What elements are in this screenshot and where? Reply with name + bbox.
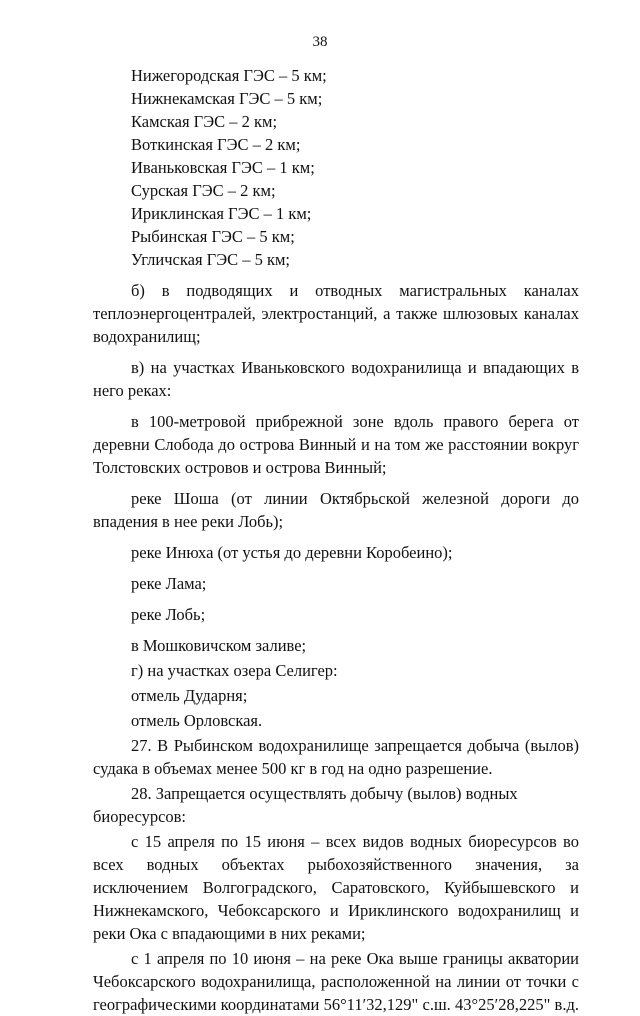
paragraph: Угличская ГЭС – 5 км; bbox=[131, 250, 291, 269]
paragraph: 28. Запрещается осуществлять добычу (вылов) водных биоресурсов: bbox=[93, 784, 518, 826]
paragraph: реке Шоша (от линии Октябрьской железной дороги до впадения в нее реки Лобь); bbox=[93, 489, 579, 531]
paragraph: Воткинская ГЭС – 2 км; bbox=[131, 135, 301, 154]
paragraph: в) на участках Иваньковского водохранилища и впадающих в него реках: bbox=[93, 358, 579, 400]
paragraph: б) в подводящих и отводных магистральных каналах теплоэнергоцентралей, электростанций, а также шлюзовых каналах водохранилищ; bbox=[93, 281, 579, 346]
paragraph: 27. В Рыбинском водохранилище запрещается добыча (вылов) судака в объемах менее 500 кг в год на одно разрешение. bbox=[93, 736, 579, 778]
paragraph: в Мошковичском заливе; bbox=[131, 636, 307, 655]
paragraph: Ириклинская ГЭС – 1 км; bbox=[131, 204, 312, 223]
paragraph: с 1 апреля по 10 июня – на реке Ока выше границы акватории Чебоксарского водохранилища, расположенной на линии от точки с географическими координатами 56°11ʹ32,129" с.ш. 43°25ʹ28,225" в.д. bbox=[93, 949, 579, 1014]
paragraph: Сурская ГЭС – 2 км; bbox=[131, 181, 276, 200]
paragraph: Камская ГЭС – 2 км; bbox=[131, 112, 278, 131]
paragraph: реке Лобь; bbox=[131, 605, 206, 624]
paragraph: г) на участках озера Селигер: bbox=[131, 661, 338, 680]
paragraph: Нижегородская ГЭС – 5 км; bbox=[131, 66, 327, 85]
paragraph: реке Лама; bbox=[131, 574, 207, 593]
paragraph: в 100-метровой прибрежной зоне вдоль правого берега от деревни Слобода до острова Винный и на том же расстоянии вокруг Толстовских островов и острова Винный; bbox=[93, 412, 579, 477]
paragraph: реке Инюха (от устья до деревни Коробеино); bbox=[131, 543, 453, 562]
paragraph: отмель Орловская. bbox=[131, 711, 263, 730]
paragraph: Нижнекамская ГЭС – 5 км; bbox=[131, 89, 323, 108]
document-body bbox=[93, 64, 579, 1016]
paragraph: Иваньковская ГЭС – 1 км; bbox=[131, 158, 315, 177]
paragraph: Рыбинская ГЭС – 5 км; bbox=[131, 227, 295, 246]
page-number: 38 bbox=[312, 34, 328, 50]
paragraph: с 15 апреля по 15 июня – всех видов водных биоресурсов во всех водных объектах рыбохозяйственного значения, за исключением Волгоградского, Саратовского, Куйбышевского и Нижнекамского, Чебоксарского и Ириклинского водохранилищ и реки Ока с впадающими в них реками; bbox=[93, 832, 579, 943]
paragraph: отмель Дударня; bbox=[131, 686, 248, 705]
